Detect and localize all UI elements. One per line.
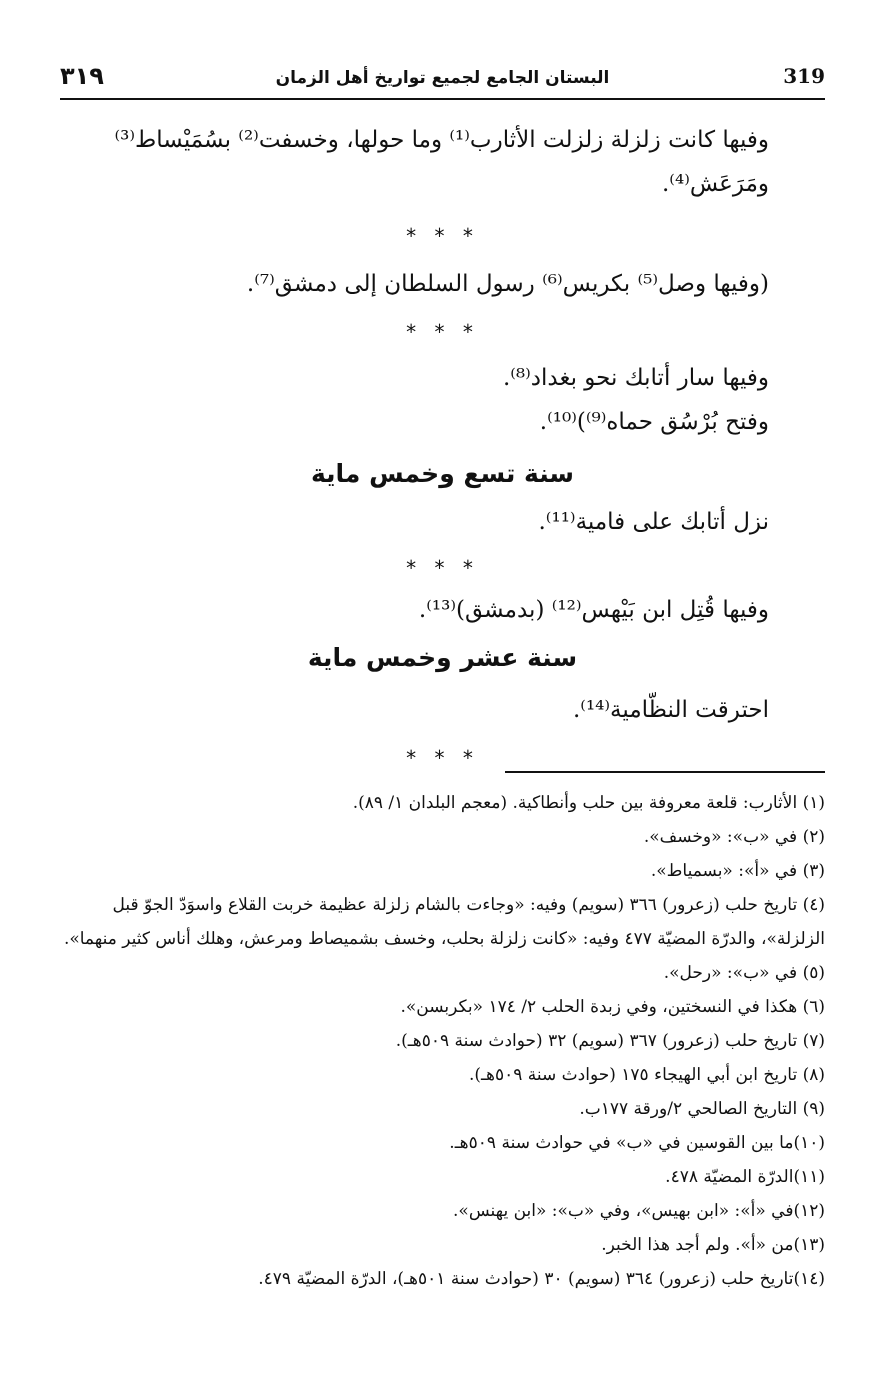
page-header [60,60,825,102]
section-separator: * * * [406,320,479,344]
footnote-2: (٢) في «ب»: «وخسف». [643,827,825,847]
footnote-3: (٣) في «أ»: «بسمياط». [650,861,825,881]
footnote-8: (٨) تاريخ ابن أبي الهيجاء ١٧٥ (حوادث سنة ٥٠٩هـ). [468,1065,825,1085]
footnote-rule [505,771,825,773]
footnote-13: (١٣)من «أ». ولم أجد هذا الخبر. [601,1235,825,1255]
footnote-11: (١١)الدرّة المضيّة ٤٧٨. [665,1167,825,1187]
footnote-4: (٤) تاريخ حلب (زعرور) ٣٦٦ (سويم) وفيه: «وجاءت بالشام زلزلة عظيمة خربت القلاع واسوَدّ الجوّ قبل الزلزلة»، والدرّة المضيّة ٤٧٧ وفيه: «كانت زلزلة بحلب، وخسف بشميصاط ومرعش، وهلك أناس كثير منهما». [63,895,825,949]
paragraph-famiya: نزل أتابك على فامية⁽¹¹⁾. [538,509,769,535]
paragraph-ibn-bayhas: وفيها قُتِل ابن بَيْهس⁽¹²⁾ (بدمشق)⁽¹³⁾. [418,597,769,623]
footnote-9: (٩) التاريخ الصالحي ٢/ورقة ١٧٧ب. [579,1099,825,1119]
footnote-10: (١٠)ما بين القوسين في «ب» في حوادث سنة ٥٠٩هـ. [449,1133,825,1153]
paragraph-envoy: (وفيها وصل⁽⁵⁾ بكريس⁽⁶⁾ رسول السلطان إلى دمشق⁽⁷⁾. [246,271,769,297]
year-heading-510: سنة عشر وخمس ماية [307,643,578,672]
paragraph-hama: وفتح بُرْسُق حماه⁽⁹⁾)⁽¹⁰⁾. [539,409,769,435]
header-rule [60,98,825,100]
footnote-14: (١٤)تاريخ حلب (زعرور) ٣٦٤ (سويم) ٣٠ (حوادث سنة ٥٠١هـ)، الدرّة المضيّة ٤٧٩. [258,1269,825,1289]
main-text [60,112,825,778]
paragraph-earthquake: وفيها كانت زلزلة زلزلت الأثارب⁽¹⁾ وما حولها، وخسفت⁽²⁾ بسُمَيْساط⁽³⁾ ومَرَعَش⁽⁴⁾. [114,127,769,197]
year-heading-509: سنة تسع وخمس ماية [310,459,575,488]
footnote-12: (١٢)في «أ»: «ابن بهيس»، وفي «ب»: «ابن يهنس». [453,1201,825,1221]
footnote-6: (٦) هكذا في النسختين، وفي زبدة الحلب ٢/ ١٧٤ «بكربسن». [400,997,825,1017]
page-number-latin: 319 [783,64,825,88]
footnotes [60,786,825,1296]
footnote-5: (٥) في «ب»: «رحل». [663,963,825,983]
footnote-1: (١) الأثارب: قلعة معروفة بين حلب وأنطاكية. (معجم البلدان ١/ ٨٩). [352,793,825,813]
section-separator: * * * [406,556,479,580]
paragraph-baghdad: وفيها سار أتابك نحو بغداد⁽⁸⁾. [502,365,769,391]
section-separator: * * * [406,224,479,248]
footnote-7: (٧) تاريخ حلب (زعرور) ٣٦٧ (سويم) ٣٢ (حوادث سنة ٥٠٩هـ). [395,1031,825,1051]
page-number-arabic: ٣١٩ [60,62,104,90]
section-separator: * * * [406,746,479,770]
running-title: البستان الجامع لجميع تواريخ أهل الزمان [275,68,610,88]
paragraph-nizamiya: احترقت النظّامية⁽¹⁴⁾. [572,697,769,723]
